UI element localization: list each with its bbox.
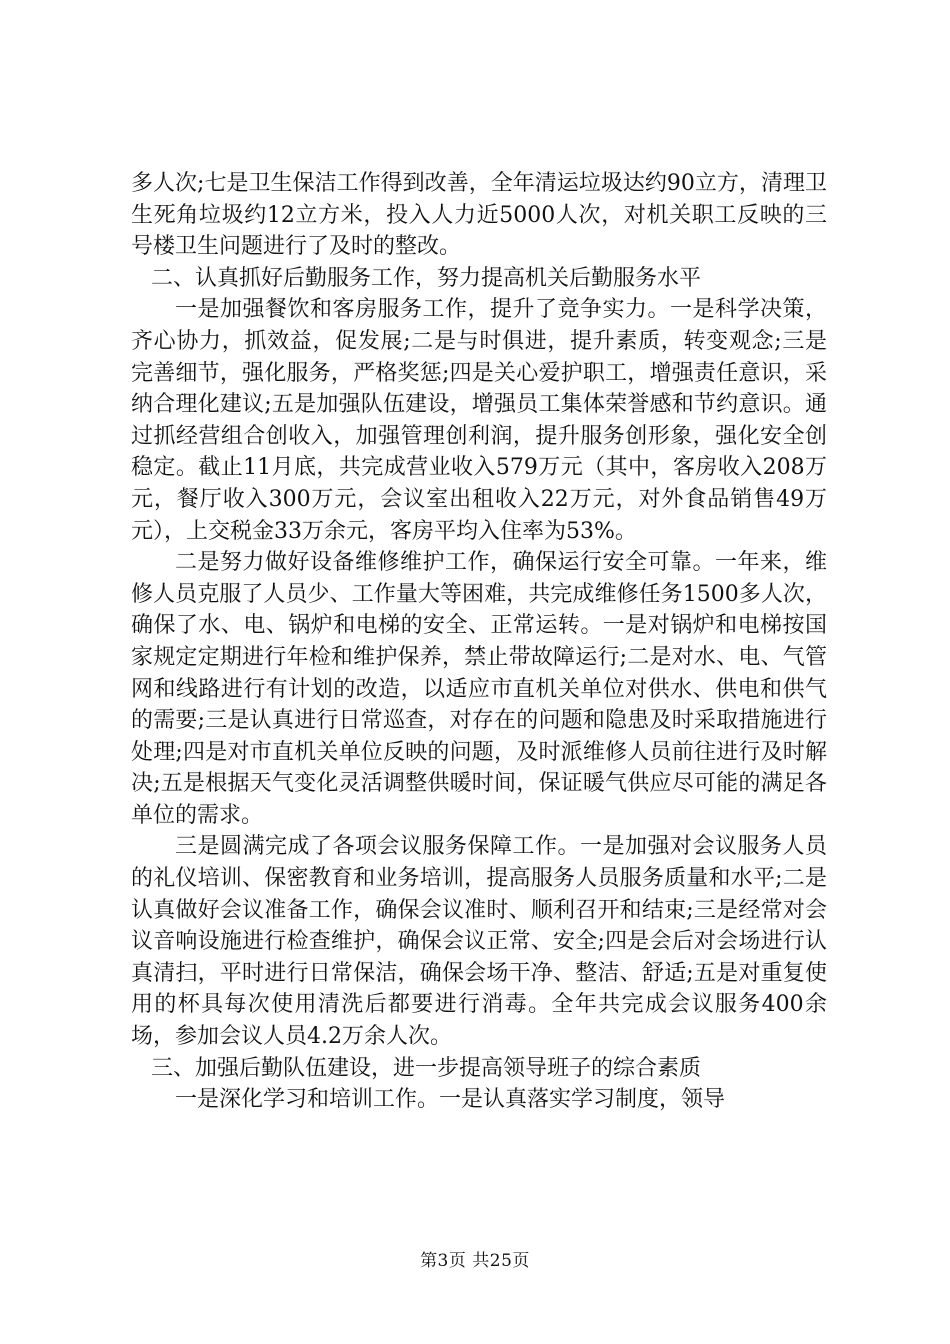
section-heading-logistics-service: 二、认真抓好后勤服务工作，努力提高机关后勤服务水平 — [151, 265, 702, 291]
document-body — [131, 168, 827, 1116]
paragraph-equipment-maintenance: 二是努力做好设备维修维护工作，确保运行安全可靠。一年来，维修人员克服了人员少、工作量大等困难，共完成维修任务1500多人次，确保了水、电、锅炉和电梯的安全、正常运转。一是对锅炉和电梯按国家规定定期进行年检和维护保养，禁止带故障运行;二是对水、电、气管网和线路进行有计划的改造，以适应市直机关单位对供水、供电和供气的需要;三是认真进行日常巡查，对存在的问题和隐患及时采取措施进行处理;四是对市直机关单位反映的问题，及时派维修人员前往进行及时解决;五是根据天气变化灵活调整供暖时间，保证暖气供应尽可能的满足各单位的需求。 — [131, 550, 827, 828]
paragraph-meeting-services: 三是圆满完成了各项会议服务保障工作。一是加强对会议服务人员的礼仪培训、保密教育和业务培训，提高服务人员服务质量和水平;二是认真做好会议准备工作，确保会议准时、顺利召开和结束;三是经常对会议音响设施进行检查维护，确保会议正常、安全;四是会后对会场进行认真清扫，平时进行日常保洁，确保会场干净、整洁、舒适;五是对重复使用的杯具每次使用清洗后都要进行消毒。全年共完成会议服务400余场，参加会议人员4.2万余人次。 — [131, 834, 827, 1050]
page-number-footer: 第3页 共25页 — [420, 1251, 530, 1271]
paragraph-catering-rooms: 一是加强餐饮和客房服务工作，提升了竞争实力。一是科学决策，齐心协力，抓效益，促发展;二是与时俱进，提升素质，转变观念;三是完善细节，强化服务，严格奖惩;四是关心爱护职工，增强责任意识，采纳合理化建议;五是加强队伍建设，增强员工集体荣誉感和节约意识。通过抓经营组合创收入，加强管理创利润，提升服务创形象，强化安全创稳定。截止11月底，共完成营业收入579万元（其中，客房收入208万元，餐厅收入300万元，会议室出租收入22万元，对外食品销售49万元），上交税金33万余元，客房平均入住率为53%。 — [131, 297, 827, 544]
section-heading-team-building: 三、加强后勤队伍建设，进一步提高领导班子的综合素质 — [151, 1055, 702, 1081]
paragraph-sanitation-continued: 多人次;七是卫生保洁工作得到改善，全年清运垃圾达约90立方，清理卫生死角垃圾约12立方米，投入人力近5000人次，对机关职工反映的三号楼卫生问题进行了及时的整改。 — [131, 171, 827, 260]
paragraph-study-training: 一是深化学习和培训工作。一是认真落实学习制度，领导 — [175, 1087, 726, 1113]
